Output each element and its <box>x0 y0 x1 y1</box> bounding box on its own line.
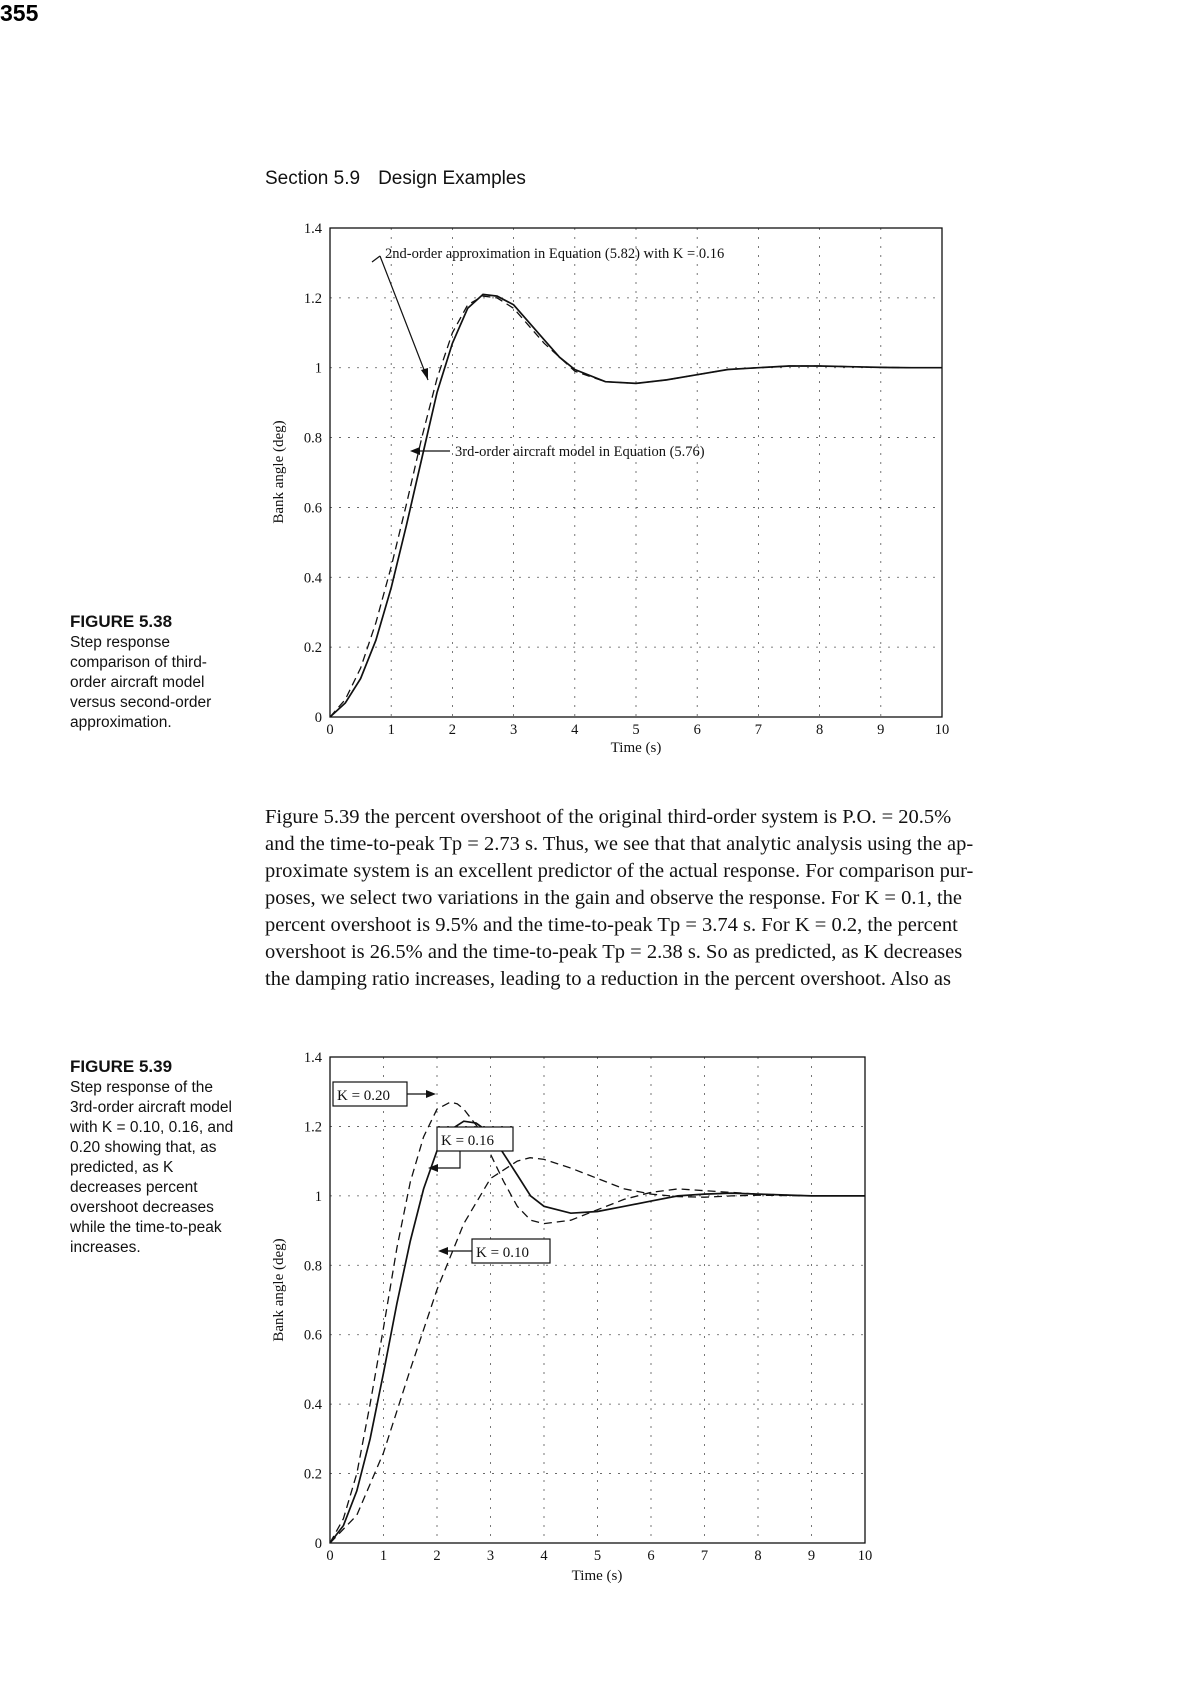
caption-title: FIGURE 5.38 <box>70 612 173 631</box>
series-line-2 <box>330 1158 865 1543</box>
y-tick-label: 0.4 <box>303 570 322 587</box>
y-tick-label: 0.6 <box>303 500 322 517</box>
text-line: percent overshoot is 9.5% and the time-to-peak Tp = 3.74 s. For K = 0.2, the percent <box>265 914 958 936</box>
arrowhead-k010 <box>438 1247 448 1255</box>
x-tick-label: 7 <box>700 1548 709 1564</box>
y-axis-label: Bank angle (deg) <box>271 1238 287 1342</box>
annotation-2nd-order: 2nd-order approximation in Equation (5.82) with K = 0.16 <box>385 246 725 262</box>
label-k020: K = 0.20 <box>337 1088 391 1104</box>
y-tick-label: 1.2 <box>303 1119 322 1136</box>
series-line-0 <box>330 1102 865 1543</box>
x-tick-label: 6 <box>693 722 701 738</box>
caption-text: Step response comparison of third-order aircraft model versus second-order approximation. <box>70 634 212 731</box>
series-group <box>330 1102 865 1543</box>
x-tick-label: 4 <box>540 1548 548 1564</box>
label-k016: K = 0.16 <box>441 1133 495 1149</box>
x-tick-label: 1 <box>379 1548 388 1564</box>
section-number: Section 5.9 <box>265 168 361 189</box>
y-tick-label: 1 <box>314 360 322 377</box>
x-axis-label: Time (s) <box>610 740 662 756</box>
x-axis-label: Time (s) <box>571 1568 623 1584</box>
y-tick-label: 0.8 <box>303 430 322 447</box>
text-line: and the time-to-peak Tp = 2.73 s. Thus, we see that that analytic analysis using the ap- <box>265 833 974 855</box>
y-tick-label: 1 <box>314 1188 322 1205</box>
y-tick-label: 0 <box>314 710 322 726</box>
x-tick-label: 5 <box>632 722 640 738</box>
x-tick-label: 10 <box>934 722 950 738</box>
x-tick-label: 9 <box>877 722 885 738</box>
y-tick-label: 0.2 <box>303 640 322 657</box>
y-tick-label: 0.4 <box>303 1397 322 1414</box>
x-tick-label: 1 <box>387 722 395 738</box>
text-line: the damping ratio increases, leading to a reduction in the percent overshoot. Also as <box>265 968 951 990</box>
annotation-3rd-order: 3rd-order aircraft model in Equation (5.76) <box>455 444 705 460</box>
y-tick-label: 0 <box>314 1536 322 1552</box>
x-tick-label: 7 <box>754 722 763 738</box>
tick-labels <box>304 1050 872 1564</box>
x-tick-label: 0 <box>326 1548 334 1564</box>
x-tick-label: 6 <box>647 1548 655 1564</box>
x-tick-label: 9 <box>807 1548 816 1564</box>
x-tick-label: 2 <box>448 722 457 738</box>
caption-title: FIGURE 5.39 <box>70 1057 173 1076</box>
x-tick-label: 4 <box>571 722 579 738</box>
x-tick-label: 8 <box>754 1548 762 1564</box>
text-line: Figure 5.39 the percent overshoot of the original third-order system is P.O. = 20.5% <box>265 806 952 828</box>
x-tick-label: 0 <box>326 722 334 738</box>
y-tick-label: 1.2 <box>303 290 322 307</box>
section-title: Design Examples <box>378 168 526 189</box>
x-tick-label: 10 <box>857 1548 873 1564</box>
y-axis-label: Bank angle (deg) <box>271 420 287 524</box>
x-tick-label: 3 <box>509 722 518 738</box>
y-tick-label: 1.4 <box>303 1050 322 1066</box>
y-tick-label: 0.2 <box>303 1466 322 1483</box>
text-line: poses, we select two variations in the gain and observe the response. For K = 0.1, the <box>265 887 963 909</box>
x-tick-label: 5 <box>593 1548 602 1564</box>
text-line: overshoot is 26.5% and the time-to-peak Tp = 2.38 s. So as predicted, as K decreases <box>265 941 963 963</box>
y-tick-label: 0.6 <box>303 1327 322 1344</box>
y-tick-label: 0.8 <box>303 1258 322 1275</box>
gridlines <box>330 1057 865 1543</box>
label-k010: K = 0.10 <box>476 1245 530 1261</box>
arrowhead-k020 <box>426 1090 436 1098</box>
page-number: 355 <box>0 0 39 26</box>
text-line: proximate system is an excellent predictor of the actual response. For comparison pur- <box>265 860 974 882</box>
caption-text: Step response of the 3rd-order aircraft model with K = 0.10, 0.16, and 0.20 showing that, as predicted, as K decreases percent overshoot decreases while the time-to-peak increases. <box>70 1079 234 1256</box>
x-tick-label: 8 <box>815 722 824 738</box>
x-tick-label: 3 <box>486 1548 495 1564</box>
x-tick-label: 2 <box>433 1548 441 1564</box>
y-tick-label: 1.4 <box>303 221 322 237</box>
